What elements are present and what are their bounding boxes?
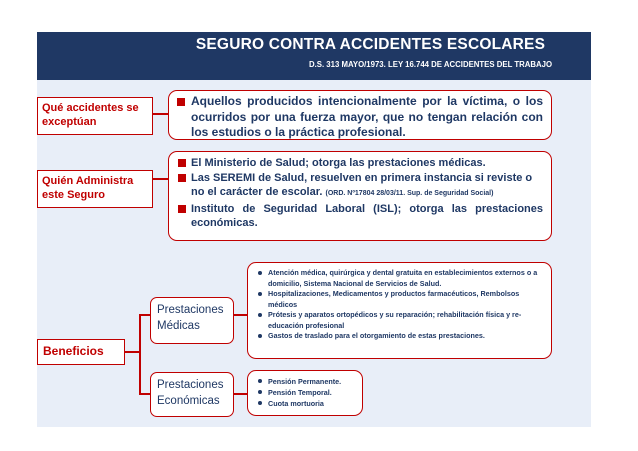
exceptions-text: Aquellos producidos intencionalmente por la víctima, o los ocurridos por una fuerza mayor, que no tengan relación con los estudios o la práctica profesional. — [191, 94, 543, 139]
connector-line — [150, 113, 170, 115]
connector-line — [233, 314, 247, 316]
page-subtitle: D.S. 313 MAYO/1973. LEY 16.744 DE ACCIDENTES DEL TRABAJO — [308, 60, 553, 69]
square-bullet-icon — [178, 205, 186, 213]
bullet-dot-icon — [258, 401, 262, 405]
bullet-dot-icon — [258, 313, 262, 317]
square-bullet-icon — [177, 98, 185, 106]
list-item: Hospitalizaciones, Medicamentos y productos farmacéuticos, Rembolsos médicos — [258, 289, 545, 310]
admin-item: Las SEREMI de Salud, resuelven en primera instancia si reviste o no el carácter de escolar. (ORD. Nº17804 28/03/11. Sup. de Seguridad Social) — [191, 171, 543, 202]
list-item: Pensión Temporal. — [258, 387, 356, 398]
label-administrator: Quién Administra este Seguro — [37, 170, 153, 208]
list-item: Pensión Permanente. — [258, 376, 356, 387]
benefits-label: Beneficios — [37, 339, 125, 365]
connector-line — [125, 351, 140, 353]
square-bullet-icon — [178, 174, 186, 182]
bullet-dot-icon — [258, 334, 262, 338]
square-bullet-icon — [178, 159, 186, 167]
medical-benefits-box — [247, 262, 552, 359]
page-title: SEGURO CONTRA ACCIDENTES ESCOLARES — [195, 36, 546, 53]
economic-benefits-box — [247, 370, 363, 416]
list-item: Gastos de traslado para el otorgamiento de estas prestaciones. — [258, 331, 545, 342]
bullet-dot-icon — [258, 292, 262, 296]
connector-line — [233, 393, 247, 395]
admin-item: Instituto de Seguridad Laboral (ISL); otorga las prestaciones económicas. — [191, 202, 543, 231]
list-item: Prótesis y aparatos ortopédicos y su reparación; rehabilitación física y re-educación profesional — [258, 310, 545, 331]
connector-line — [139, 314, 141, 394]
label-exceptions: Qué accidentes se exceptúan — [37, 97, 153, 135]
exceptions-box — [168, 90, 552, 140]
bullet-dot-icon — [258, 379, 262, 383]
bullet-dot-icon — [258, 390, 262, 394]
list-item: Atención médica, quirúrgica y dental gratuita en establecimientos externos o a domicilio, Sistema Nacional de Servicios de Salud. — [258, 268, 545, 289]
administrator-box — [168, 151, 552, 241]
medical-benefits-label: Prestaciones Médicas — [150, 297, 234, 344]
bullet-dot-icon — [258, 271, 262, 275]
list-item: Cuota mortuoria — [258, 398, 356, 409]
connector-line — [150, 178, 170, 180]
economic-benefits-label: Prestaciones Económicas — [150, 372, 234, 417]
admin-item: El Ministerio de Salud; otorga las prestaciones médicas. — [191, 156, 543, 171]
